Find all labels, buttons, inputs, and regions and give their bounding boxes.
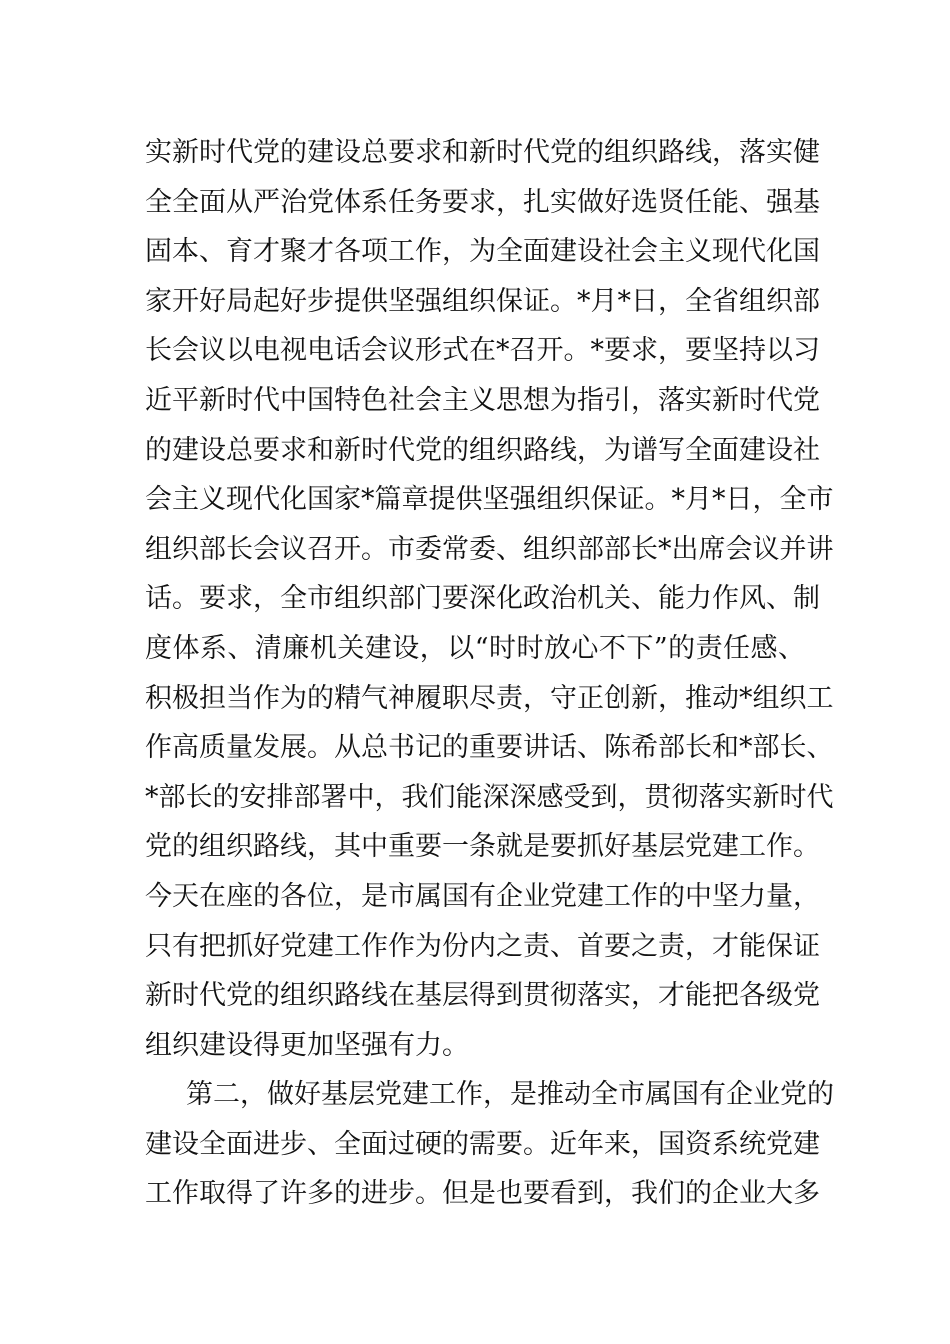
text-line: 建设全面进步、全面过硬的需要。近年来，国资系统党建 xyxy=(145,1128,820,1160)
text-line: 只有把抓好党建工作作为份内之责、首要之责，才能保证 xyxy=(145,930,820,962)
paragraph-last-line: 组织建设得更加坚强有力。 xyxy=(145,1029,469,1061)
text-line: 新时代党的组织路线在基层得到贯彻落实，才能把各级党 xyxy=(145,980,820,1012)
text-line: 实新时代党的建设总要求和新时代党的组织路线，落实健 xyxy=(145,137,820,168)
text-line: 全全面从严治党体系任务要求，扎实做好选贤任能、强基 xyxy=(145,186,820,218)
document-body xyxy=(145,128,834,1219)
text-line: 作高质量发展。从总书记的重要讲话、陈希部长和*部长、 xyxy=(145,732,834,764)
text-line: 工作取得了许多的进步。但是也要看到，我们的企业大多 xyxy=(145,1178,820,1210)
paragraph-first-line: 第二，做好基层党建工作，是推动全市属国有企业党的 xyxy=(186,1079,834,1111)
text-line: 家开好局起好步提供坚强组织保证。*月*日，全省组织部 xyxy=(145,285,820,317)
text-line: 组织部长会议召开。市委常委、组织部部长*出席会议并讲 xyxy=(145,533,834,565)
text-line: 固本、育才聚才各项工作，为全面建设社会主义现代化国 xyxy=(145,236,820,268)
text-line: 近平新时代中国特色社会主义思想为指引，落实新时代党 xyxy=(145,384,820,416)
text-line: 今天在座的各位，是市属国有企业党建工作的中坚力量， xyxy=(145,880,820,912)
text-line: 的建设总要求和新时代党的组织路线，为谱写全面建设社 xyxy=(145,434,820,466)
text-line: 党的组织路线，其中重要一条就是要抓好基层党建工作。 xyxy=(145,831,820,863)
text-line: 长会议以电视电话会议形式在*召开。*要求，要坚持以习 xyxy=(145,335,820,367)
text-line: 话。要求，全市组织部门要深化政治机关、能力作风、制 xyxy=(145,583,820,615)
text-line: *部长的安排部署中，我们能深深感受到，贯彻落实新时代 xyxy=(145,781,834,813)
text-line: 会主义现代化国家*篇章提供坚强组织保证。*月*日，全市 xyxy=(145,484,834,516)
text-line: 度体系、清廉机关建设，以“时时放心不下”的责任感、 xyxy=(145,632,805,664)
text-line: 积极担当作为的精气神履职尽责，守正创新，推动*组织工 xyxy=(145,682,834,714)
